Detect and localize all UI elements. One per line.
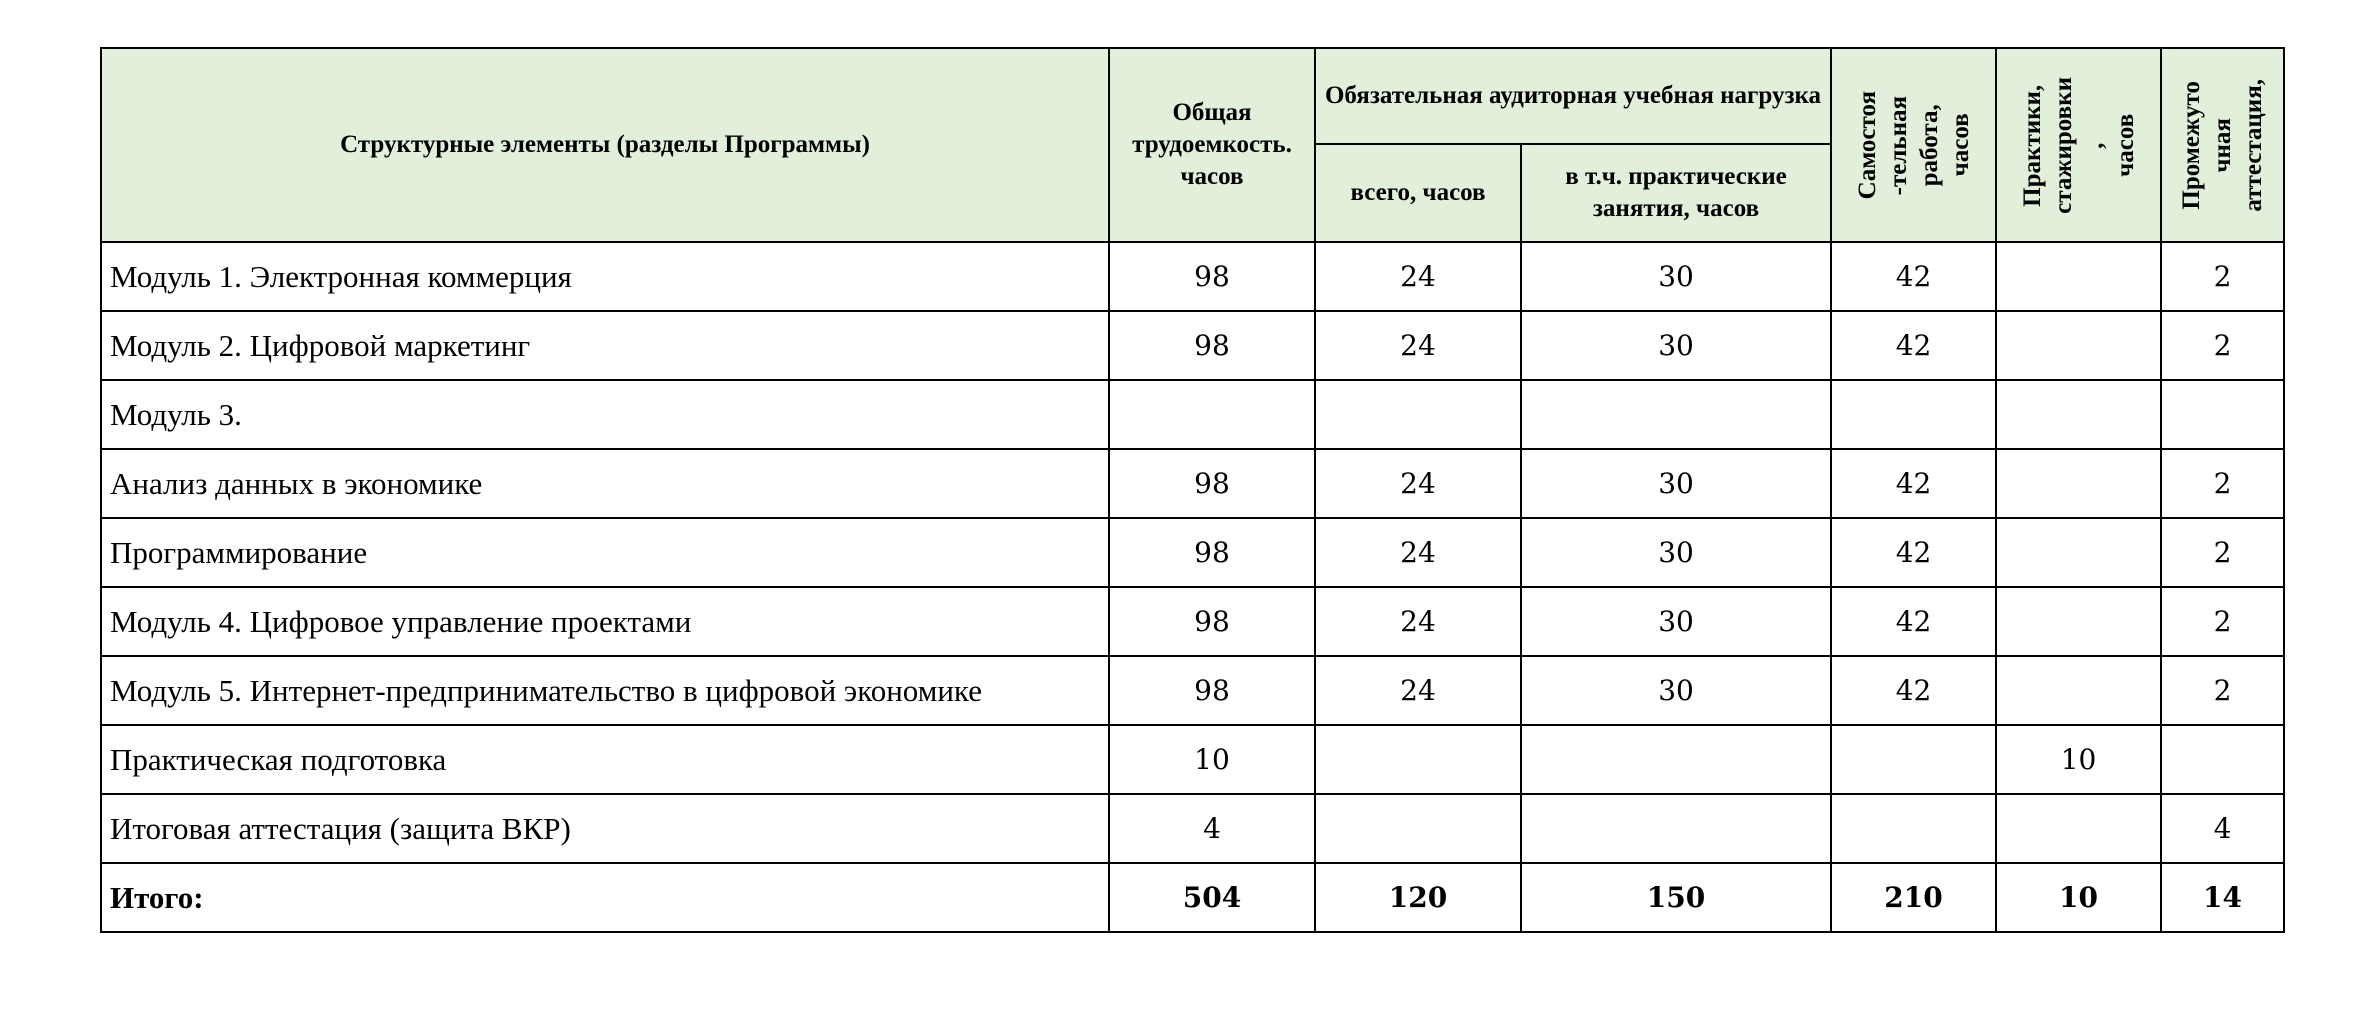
cell-classroom-practical — [1521, 380, 1831, 449]
cell-self-study — [1831, 380, 1996, 449]
cell-classroom-all — [1315, 794, 1521, 863]
table-row — [101, 794, 2284, 863]
curriculum-table-sheet — [100, 47, 2285, 933]
cell-self-study: 42 — [1831, 449, 1996, 518]
table-row — [101, 656, 2284, 725]
header-practice — [1996, 48, 2161, 242]
cell-classroom-all — [1315, 380, 1521, 449]
cell-practice — [1996, 794, 2161, 863]
cell-practice — [1996, 518, 2161, 587]
table-row — [101, 725, 2284, 794]
row-name: Модуль 2. Цифровой маркетинг — [101, 311, 1109, 380]
cell-classroom-practical: 30 — [1521, 311, 1831, 380]
header-total-hours: Общая трудоемкость. часов — [1109, 48, 1315, 242]
cell-practice — [1996, 587, 2161, 656]
cell-intermediate: 2 — [2161, 656, 2284, 725]
cell-intermediate: 2 — [2161, 518, 2284, 587]
row-name: Модуль 5. Интернет-предпринимательство в цифровой экономике — [101, 656, 1109, 725]
cell-practice — [1996, 311, 2161, 380]
cell-intermediate — [2161, 380, 2284, 449]
header-classroom-practical: в т.ч. практические занятия, часов — [1521, 144, 1831, 242]
cell-classroom-practical: 30 — [1521, 587, 1831, 656]
curriculum-table — [100, 47, 2285, 933]
row-name: Модуль 4. Цифровое управление проектами — [101, 587, 1109, 656]
cell-total-hours — [1109, 380, 1315, 449]
total-label: Итого: — [101, 863, 1109, 932]
cell-practice — [1996, 242, 2161, 311]
cell-total-hours: 4 — [1109, 794, 1315, 863]
cell-practice: 10 — [1996, 725, 2161, 794]
cell-classroom-practical: 30 — [1521, 242, 1831, 311]
cell-total-hours: 10 — [1109, 725, 1315, 794]
total-classroom-practical: 150 — [1521, 863, 1831, 932]
cell-classroom-all: 24 — [1315, 587, 1521, 656]
cell-intermediate: 2 — [2161, 311, 2284, 380]
header-self-study — [1831, 48, 1996, 242]
total-practice: 10 — [1996, 863, 2161, 932]
total-row — [101, 863, 2284, 932]
table-row — [101, 242, 2284, 311]
cell-intermediate — [2161, 725, 2284, 794]
header-intermediate — [2161, 48, 2284, 242]
cell-total-hours: 98 — [1109, 242, 1315, 311]
cell-classroom-practical — [1521, 725, 1831, 794]
cell-total-hours: 98 — [1109, 449, 1315, 518]
table-body — [101, 242, 2284, 932]
cell-self-study: 42 — [1831, 518, 1996, 587]
cell-self-study — [1831, 794, 1996, 863]
cell-self-study: 42 — [1831, 656, 1996, 725]
cell-classroom-practical — [1521, 794, 1831, 863]
cell-classroom-all: 24 — [1315, 311, 1521, 380]
row-name: Модуль 3. — [101, 380, 1109, 449]
cell-classroom-all: 24 — [1315, 656, 1521, 725]
cell-self-study: 42 — [1831, 242, 1996, 311]
cell-total-hours: 98 — [1109, 656, 1315, 725]
cell-self-study: 42 — [1831, 587, 1996, 656]
row-name: Модуль 1. Электронная коммерция — [101, 242, 1109, 311]
cell-intermediate: 2 — [2161, 449, 2284, 518]
header-self-study-label: Самостоя -тельная работа, часов — [1853, 90, 1974, 200]
cell-total-hours: 98 — [1109, 587, 1315, 656]
row-name: Итоговая аттестация (защита ВКР) — [101, 794, 1109, 863]
cell-intermediate: 2 — [2161, 587, 2284, 656]
total-hours: 504 — [1109, 863, 1315, 932]
row-name: Практическая подготовка — [101, 725, 1109, 794]
table-header — [101, 48, 2284, 242]
cell-practice — [1996, 449, 2161, 518]
cell-practice — [1996, 380, 2161, 449]
cell-classroom-practical: 30 — [1521, 656, 1831, 725]
header-classroom-all: всего, часов — [1315, 144, 1521, 242]
header-intermediate-label: Промежуто чная аттестация, — [2178, 78, 2268, 212]
table-row — [101, 449, 2284, 518]
table-row — [101, 311, 2284, 380]
cell-practice — [1996, 656, 2161, 725]
cell-total-hours: 98 — [1109, 311, 1315, 380]
total-intermediate: 14 — [2161, 863, 2284, 932]
total-self-study: 210 — [1831, 863, 1996, 932]
cell-classroom-all: 24 — [1315, 242, 1521, 311]
header-practice-label: Практики, стажировки , часов — [2018, 76, 2139, 214]
cell-total-hours: 98 — [1109, 518, 1315, 587]
table-row — [101, 380, 2284, 449]
cell-classroom-practical: 30 — [1521, 449, 1831, 518]
cell-intermediate: 2 — [2161, 242, 2284, 311]
header-sections: Структурные элементы (разделы Программы) — [101, 48, 1109, 242]
total-classroom-all: 120 — [1315, 863, 1521, 932]
cell-intermediate: 4 — [2161, 794, 2284, 863]
row-name: Программирование — [101, 518, 1109, 587]
cell-self-study — [1831, 725, 1996, 794]
table-row — [101, 587, 2284, 656]
cell-classroom-all — [1315, 725, 1521, 794]
cell-classroom-practical: 30 — [1521, 518, 1831, 587]
cell-classroom-all: 24 — [1315, 449, 1521, 518]
header-classroom-group: Обязательная аудиторная учебная нагрузка — [1315, 48, 1831, 144]
row-name: Анализ данных в экономике — [101, 449, 1109, 518]
table-row — [101, 518, 2284, 587]
cell-classroom-all: 24 — [1315, 518, 1521, 587]
cell-self-study: 42 — [1831, 311, 1996, 380]
